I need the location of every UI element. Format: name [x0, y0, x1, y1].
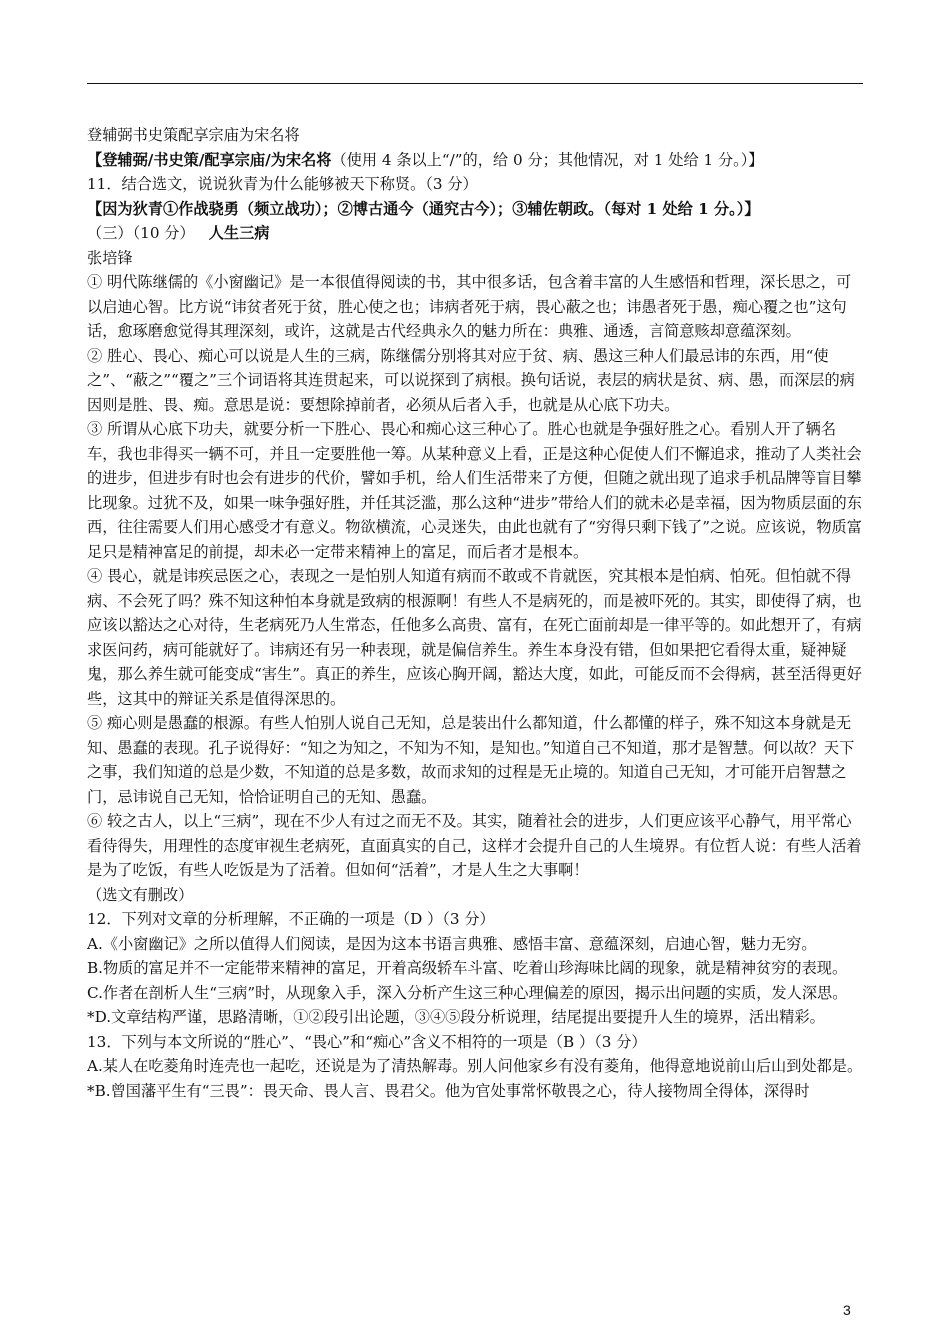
paragraph: ② 胜心、畏心、痴心可以说是人生的三病，陈继儒分别将其对应于贫、病、愚这三种人们最忌讳的东西，用“使之”、“蔽之”“覆之”三个词语将其连贯起来，可以说探到了病根。换句话说，表层的病状是贫、病、愚，而深层的病因则是胜、畏、痴。意思是说：要想除掉前者，必须从后者入手，也就是从心底下功夫。	[87, 346, 855, 414]
question-11: 11．结合选文，说说狄青为什么能够被天下称贤。（3 分）	[87, 175, 478, 193]
text-line: 登辅弼书史策配享宗庙为宋名将	[87, 126, 300, 144]
section-heading	[87, 221, 865, 246]
edit-note: （选文有删改）	[87, 885, 194, 904]
question-12: 12．下列对文章的分析理解，不正确的一项是（D ）（3 分）	[87, 910, 495, 928]
answer-bold: 【登辅弼/书史策/配享宗庙/为宋名将	[87, 150, 332, 169]
paragraph: ⑥ 较之古人，以上“三病”，现在不少人有过之而无不及。其实，随着社会的进步，人们更应该平心静气，用平常心看待得失，用理性的态度审视生老病死，直面真实的自己，这样才会提升自己的人生境界。有位哲人说：有些人活着是为了吃饭，有些人吃饭是为了活着。但如何“活着”，才是人生之大事啊！	[87, 812, 862, 879]
option: A.《小窗幽记》之所以值得人们阅读，是因为这本书语言典雅、感悟丰富、意蕴深刻，启迪心智，魅力无穷。	[87, 934, 817, 953]
answer-11: 【因为狄青①作战骁勇（频立战功）；②博古通今（通究古今）；③辅佐朝政。（每对 1 处给 1 分。）】	[87, 199, 760, 218]
section-label: （三）（10 分）	[87, 224, 195, 242]
option: *B.曾国藩平生有“三畏”：畏天命、畏人言、畏君父。他为官处事常怀敬畏之心，待人接物周全得体，深得时	[87, 1081, 810, 1100]
page-content	[87, 123, 865, 1103]
paragraph: ④ 畏心，就是讳疾忌医之心，表现之一是怕别人知道有病而不敢或不肯就医，究其根本是怕病、怕死。但怕就不得病、不会死了吗？殊不知这种怕本身就是致病的根源啊！有些人不是病死的，而是被吓死的。其实，即使得了病，也应该以豁达之心对待，生老病死乃人生常态，任他多么高贵、富有，在死亡面前却是一律平等的。如此想开了，有病求医问药，病可能就好了。讳病还有另一种表现，就是偏信养生。养生本身没有错，但如果把它看得太重，疑神疑鬼，那么养生就可能变成“害生”。真正的养生，应该心胸开阔，豁达大度，如此，可能反而不会得病，甚至活得更好些，这其中的辩证关系是值得深思的。	[87, 567, 862, 708]
paragraph: ⑤ 痴心则是愚蠢的根源。有些人怕别人说自己无知，总是装出什么都知道，什么都懂的样子，殊不知这本身就是无知、愚蠢的表现。孔子说得好：“知之为知之，不知为不知，是知也。”知道自己不知道，那才是智慧。何以故？天下之事，我们知道的总是少数，不知道的总是多数，故而求知的过程是无止境的。知道自己无知，才可能开启智慧之门，忌讳说自己无知，恰恰证明自己的无知、愚蠢。	[87, 714, 855, 806]
question-13: 13．下列与本文所说的“胜心”、“畏心”和“痴心”含义不相符的一项是（B ）（3 分）	[87, 1032, 647, 1051]
option: *D.文章结构严谨，思路清晰，①②段引出论题，③④⑤段分析说理，结尾提出要提升人生的境界，活出精彩。	[87, 1008, 825, 1026]
article-title: 人生三病	[208, 224, 270, 242]
answer-note: （使用 4 条以上“/”的，给 0 分；其他情况，对 1 处给 1 分。）】	[331, 150, 764, 169]
paragraph: ① 明代陈继儒的《小窗幽记》是一本很值得阅读的书，其中很多话，包含着丰富的人生感悟和哲理，深长思之，可以启迪心智。比方说“讳贫者死于贫，胜心使之也；讳病者死于病，畏心蔽之也；讳愚者死于愚，痴心覆之也”这句话，愈琢磨愈觉得其理深刻，或许，这就是古代经典永久的魅力所在：典雅、通透，言简意赅却意蕴深刻。	[87, 273, 852, 340]
page-number: 3	[843, 1302, 851, 1318]
header-rule	[87, 83, 863, 84]
option: C.作者在剖析人生“三病”时，从现象入手，深入分析产生这三种心理偏差的原因，揭示出问题的实质，发人深思。	[87, 983, 848, 1002]
option: A.某人在吃菱角时连壳也一起吃，还说是为了清热解毒。别人问他家乡有没有菱角，他得意地说前山后山到处都是。	[87, 1057, 863, 1075]
paragraph: ③ 所谓从心底下功夫，就要分析一下胜心、畏心和痴心这三种心了。胜心也就是争强好胜之心。看别人开了辆名车，我也非得买一辆不可，并且一定要胜他一筹。从某种意义上看，正是这种心促使人们不懈追求，推动了人类社会的进步，但进步有时也会有进步的代价，譬如手机，给人们生活带来了方便，但随之就出现了追求手机品牌等盲目攀比现象。过犹不及，如果一味争强好胜，并任其泛滥，那么这种“进步”带给人们的就未必是幸福，因为物质层面的东西，往往需要人们用心感受才有意义。物欲横流，心灵迷失，由此也就有了“穷得只剩下钱了”之说。应该说，物质富足只是精神富足的前提，却未必一定带来精神上的富足，而后者才是根本。	[87, 420, 862, 561]
option: B.物质的富足并不一定能带来精神的富足，开着高级轿车斗富、吃着山珍海味比阔的现象，就是精神贫穷的表现。	[87, 959, 848, 977]
answer-line	[87, 148, 865, 173]
article-author: 张培锋	[87, 248, 133, 267]
